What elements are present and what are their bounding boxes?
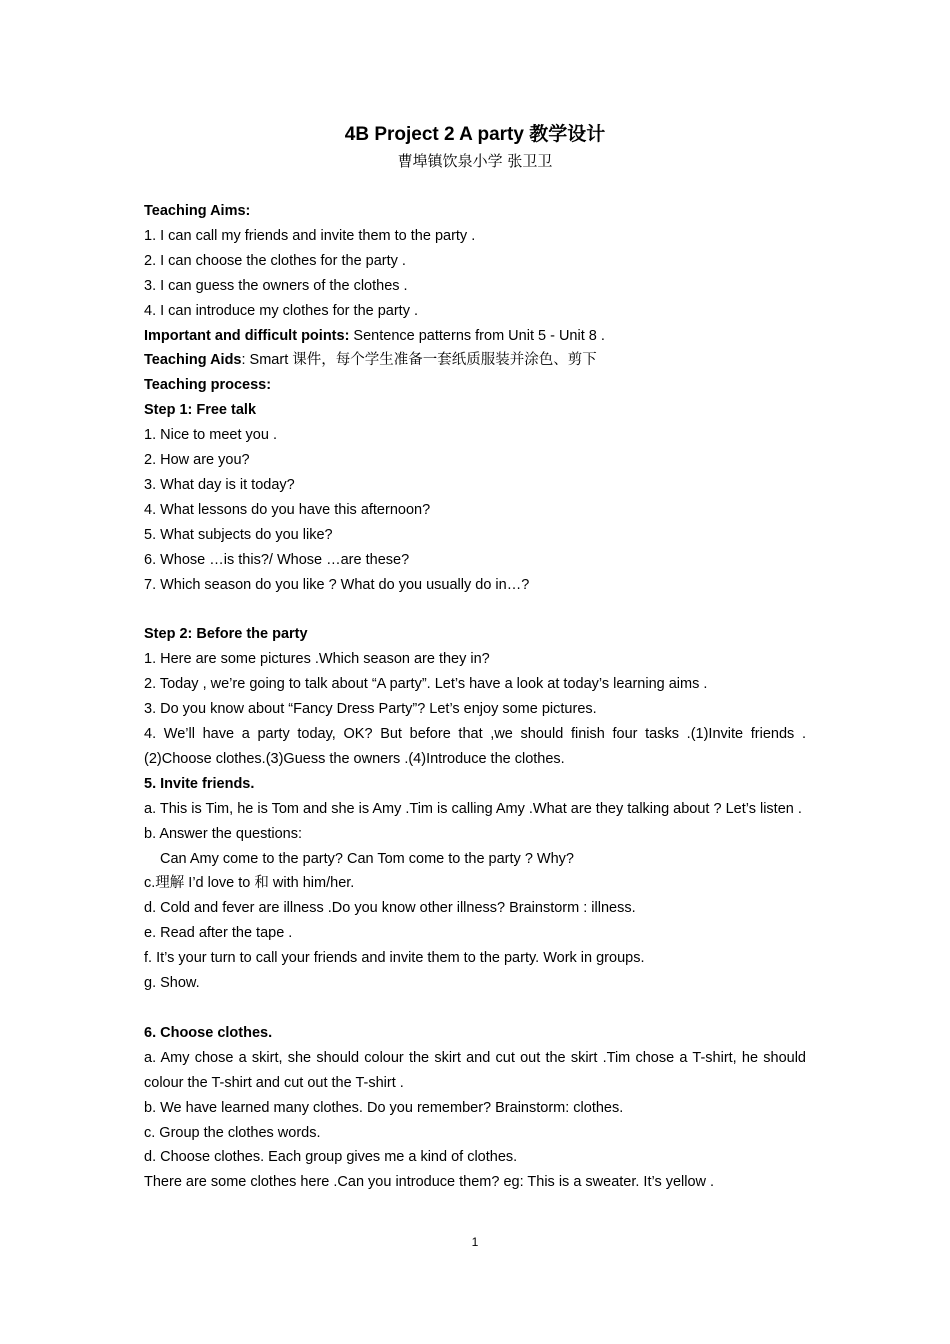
important-points: [144, 324, 806, 349]
step1-item-2: 2. How are you?: [144, 452, 250, 469]
step2-item-1: 1. Here are some pictures .Which season are they in?: [144, 651, 490, 668]
step1-item-1: 1. Nice to meet you .: [144, 427, 277, 444]
step1-item-7: 7. Which season do you like ? What do you usually do in…?: [144, 576, 530, 593]
aim-item-2: 2. I can choose the clothes for the party .: [144, 252, 406, 269]
choose-item-d: d. Choose clothes. Each group gives me a kind of clothes.: [144, 1149, 518, 1166]
page-number: 1: [471, 1235, 479, 1249]
teaching-aids-text: : Smart 课件，每个学生准备一套纸质服装并涂色、剪下: [241, 352, 597, 369]
choose-clothes-heading: 6. Choose clothes.: [144, 1024, 273, 1041]
choose-item-b: b. We have learned many clothes. Do you remember? Brainstorm: clothes.: [144, 1099, 624, 1116]
aim-item-4: 4. I can introduce my clothes for the party .: [144, 302, 419, 319]
document-body: [144, 199, 806, 1195]
invite-item-g: g. Show.: [144, 975, 200, 992]
step2-heading: Step 2: Before the party: [144, 626, 308, 643]
teaching-process-heading: Teaching process:: [144, 377, 272, 394]
invite-item-b-detail: Can Amy come to the party? Can Tom come to the party ? Why?: [160, 850, 574, 867]
important-points-label: Important and difficult points:: [144, 327, 350, 344]
teaching-aids: [144, 348, 806, 373]
important-points-text: Sentence patterns from Unit 5 - Unit 8 .: [349, 327, 605, 344]
invite-item-a: a. This is Tim, he is Tom and she is Amy .Tim is calling Amy .What are they talking about ? Let’s listen .: [144, 800, 802, 817]
step1-item-3: 3. What day is it today?: [144, 476, 295, 493]
step1-item-6: 6. Whose …is this?/ Whose …are these?: [144, 551, 410, 568]
choose-item-c: c. Group the clothes words.: [144, 1124, 321, 1141]
step1-item-4: 4. What lessons do you have this afternoon?: [144, 501, 431, 518]
invite-item-b: b. Answer the questions:: [144, 825, 302, 842]
teaching-aims-heading: Teaching Aims:: [144, 203, 251, 219]
invite-item-e: e. Read after the tape .: [144, 925, 293, 942]
aim-item-3: 3. I can guess the owners of the clothes .: [144, 277, 408, 294]
step1-heading: Step 1: Free talk: [144, 402, 257, 419]
spacer: [144, 598, 806, 623]
document-author: 曹埠镇饮泉小学 张卫卫: [397, 152, 553, 170]
invite-friends-heading: 5. Invite friends.: [144, 775, 255, 792]
step2-item-2: 2. Today , we’re going to talk about “A party”. Let’s have a look at today’s learning aims .: [144, 676, 708, 693]
step1-item-5: 5. What subjects do you like?: [144, 526, 333, 543]
document-title: 4B Project 2 A party 教学设计: [344, 124, 606, 145]
invite-item-f: f. It’s your turn to call your friends and invite them to the party. Work in groups.: [144, 950, 645, 967]
aim-item-1: 1. I can call my friends and invite them to the party .: [144, 227, 476, 244]
step2-item-4: 4. We’ll have a party today, OK? But before that ,we should finish four tasks .(1)Invite friends .(2)Choose clothes.(3)Guess the owners .(4)Introduce the clothes.: [144, 726, 806, 767]
teaching-aids-label: Teaching Aids: [144, 352, 242, 369]
invite-item-d: d. Cold and fever are illness .Do you know other illness? Brainstorm : illness.: [144, 900, 636, 917]
spacer: [144, 996, 806, 1021]
choose-item-a: a. Amy chose a skirt, she should colour the skirt and cut out the skirt .Tim chose a T-shirt, he should colour the T-shirt and cut out the T-shirt .: [144, 1049, 806, 1091]
step2-item-3: 3. Do you know about “Fancy Dress Party”? Let’s enjoy some pictures.: [144, 701, 597, 718]
choose-item-e: There are some clothes here .Can you introduce them? eg: This is a sweater. It’s yellow .: [144, 1174, 715, 1191]
invite-item-c: c.理解 I’d love to 和 with him/her.: [144, 875, 355, 892]
